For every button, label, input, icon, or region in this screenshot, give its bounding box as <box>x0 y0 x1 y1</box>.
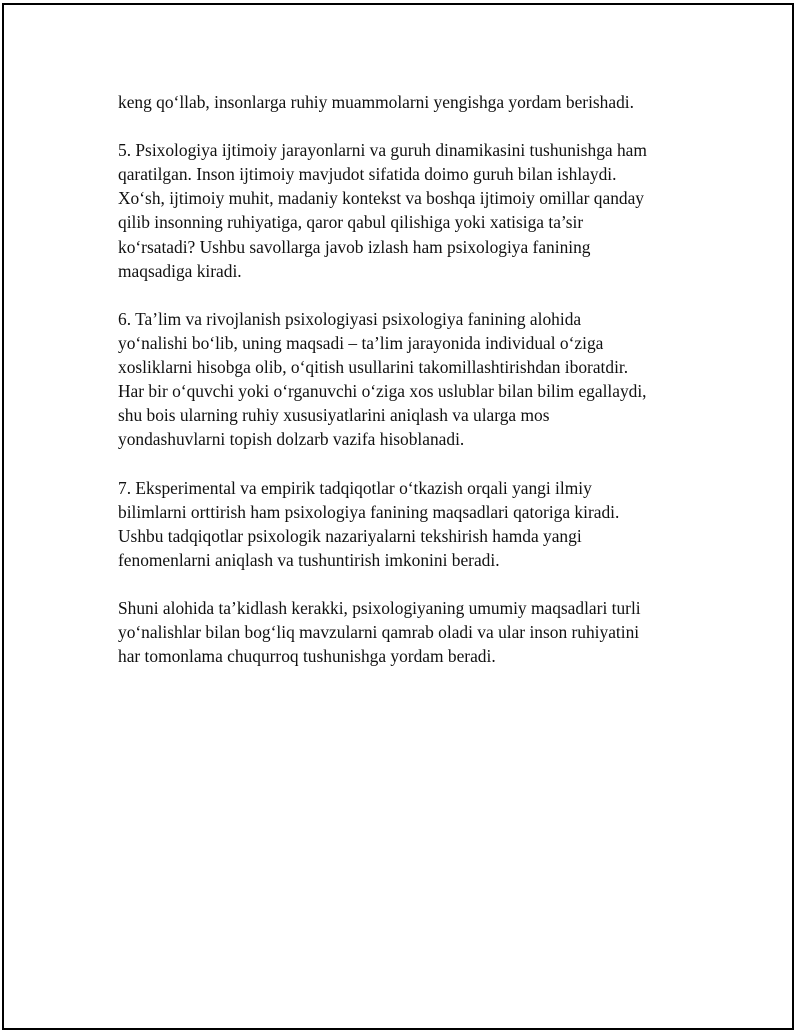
text-line: bilimlarni orttirish ham psixologiya fanining maqsadlari qatoriga kiradi. <box>118 501 620 522</box>
text-line: xosliklarni hisobga olib, o‘qitish usullarini takomillashtirishdan iboratdir. <box>118 357 629 378</box>
text-line: 7. Eksperimental va empirik tadqiqotlar o‘tkazish orqali yangi ilmiy <box>118 477 592 498</box>
text-line: 6. Ta’lim va rivojlanish psixologiyasi psixologiya fanining alohida <box>118 308 582 329</box>
text-line: 5. Psixologiya ijtimoiy jarayonlarni va guruh dinamikasini tushunishga ham <box>118 140 647 161</box>
text-line: Har bir o‘quvchi yoki o‘rganuvchi o‘ziga xos uslublar bilan bilim egallaydi, <box>118 381 647 402</box>
text-line: maqsadiga kiradi. <box>118 260 242 281</box>
text-line: Xo‘sh, ijtimoiy muhit, madaniy kontekst va boshqa ijtimoiy omillar qanday <box>118 188 645 209</box>
paragraph-item-5 <box>118 138 688 283</box>
text-line: shu bois ularning ruhiy xususiyatlarini aniqlash va ularga mos <box>118 405 550 426</box>
text-line: qilib insonning ruhiyatiga, qaror qabul qilishiga yoki xatisiga ta’sir <box>118 212 584 233</box>
text-line: ko‘rsatadi? Ushbu savollarga javob izlash ham psixologiya fanining <box>118 236 591 257</box>
text-line: Ushbu tadqiqotlar psixologik nazariyalarni tekshirish hamda yangi <box>118 525 582 546</box>
text-line: yo‘nalishi bo‘lib, uning maqsadi – ta’lim jarayonida individual o‘ziga <box>118 332 604 353</box>
text-line: qaratilgan. Inson ijtimoiy mavjudot sifatida doimo guruh bilan ishlaydi. <box>118 164 617 185</box>
document-body <box>118 90 688 692</box>
paragraph-continuation <box>118 90 688 114</box>
text-line: yo‘nalishlar bilan bog‘liq mavzularni qamrab oladi va ular inson ruhiyatini <box>118 622 640 643</box>
text-line: har tomonlama chuqurroq tushunishga yordam beradi. <box>118 646 496 667</box>
text-line: yondashuvlarni topish dolzarb vazifa hisoblanadi. <box>118 429 465 450</box>
text-line: fenomenlarni aniqlash va tushuntirish imkonini beradi. <box>118 549 500 570</box>
text-line: Shuni alohida ta’kidlash kerakki, psixologiyaning umumiy maqsadlari turli <box>118 597 641 618</box>
paragraph-conclusion <box>118 596 688 668</box>
paragraph-item-6 <box>118 307 688 452</box>
text-line: keng qo‘llab, insonlarga ruhiy muammolarni yengishga yordam berishadi. <box>118 92 634 112</box>
paragraph-item-7 <box>118 476 688 572</box>
